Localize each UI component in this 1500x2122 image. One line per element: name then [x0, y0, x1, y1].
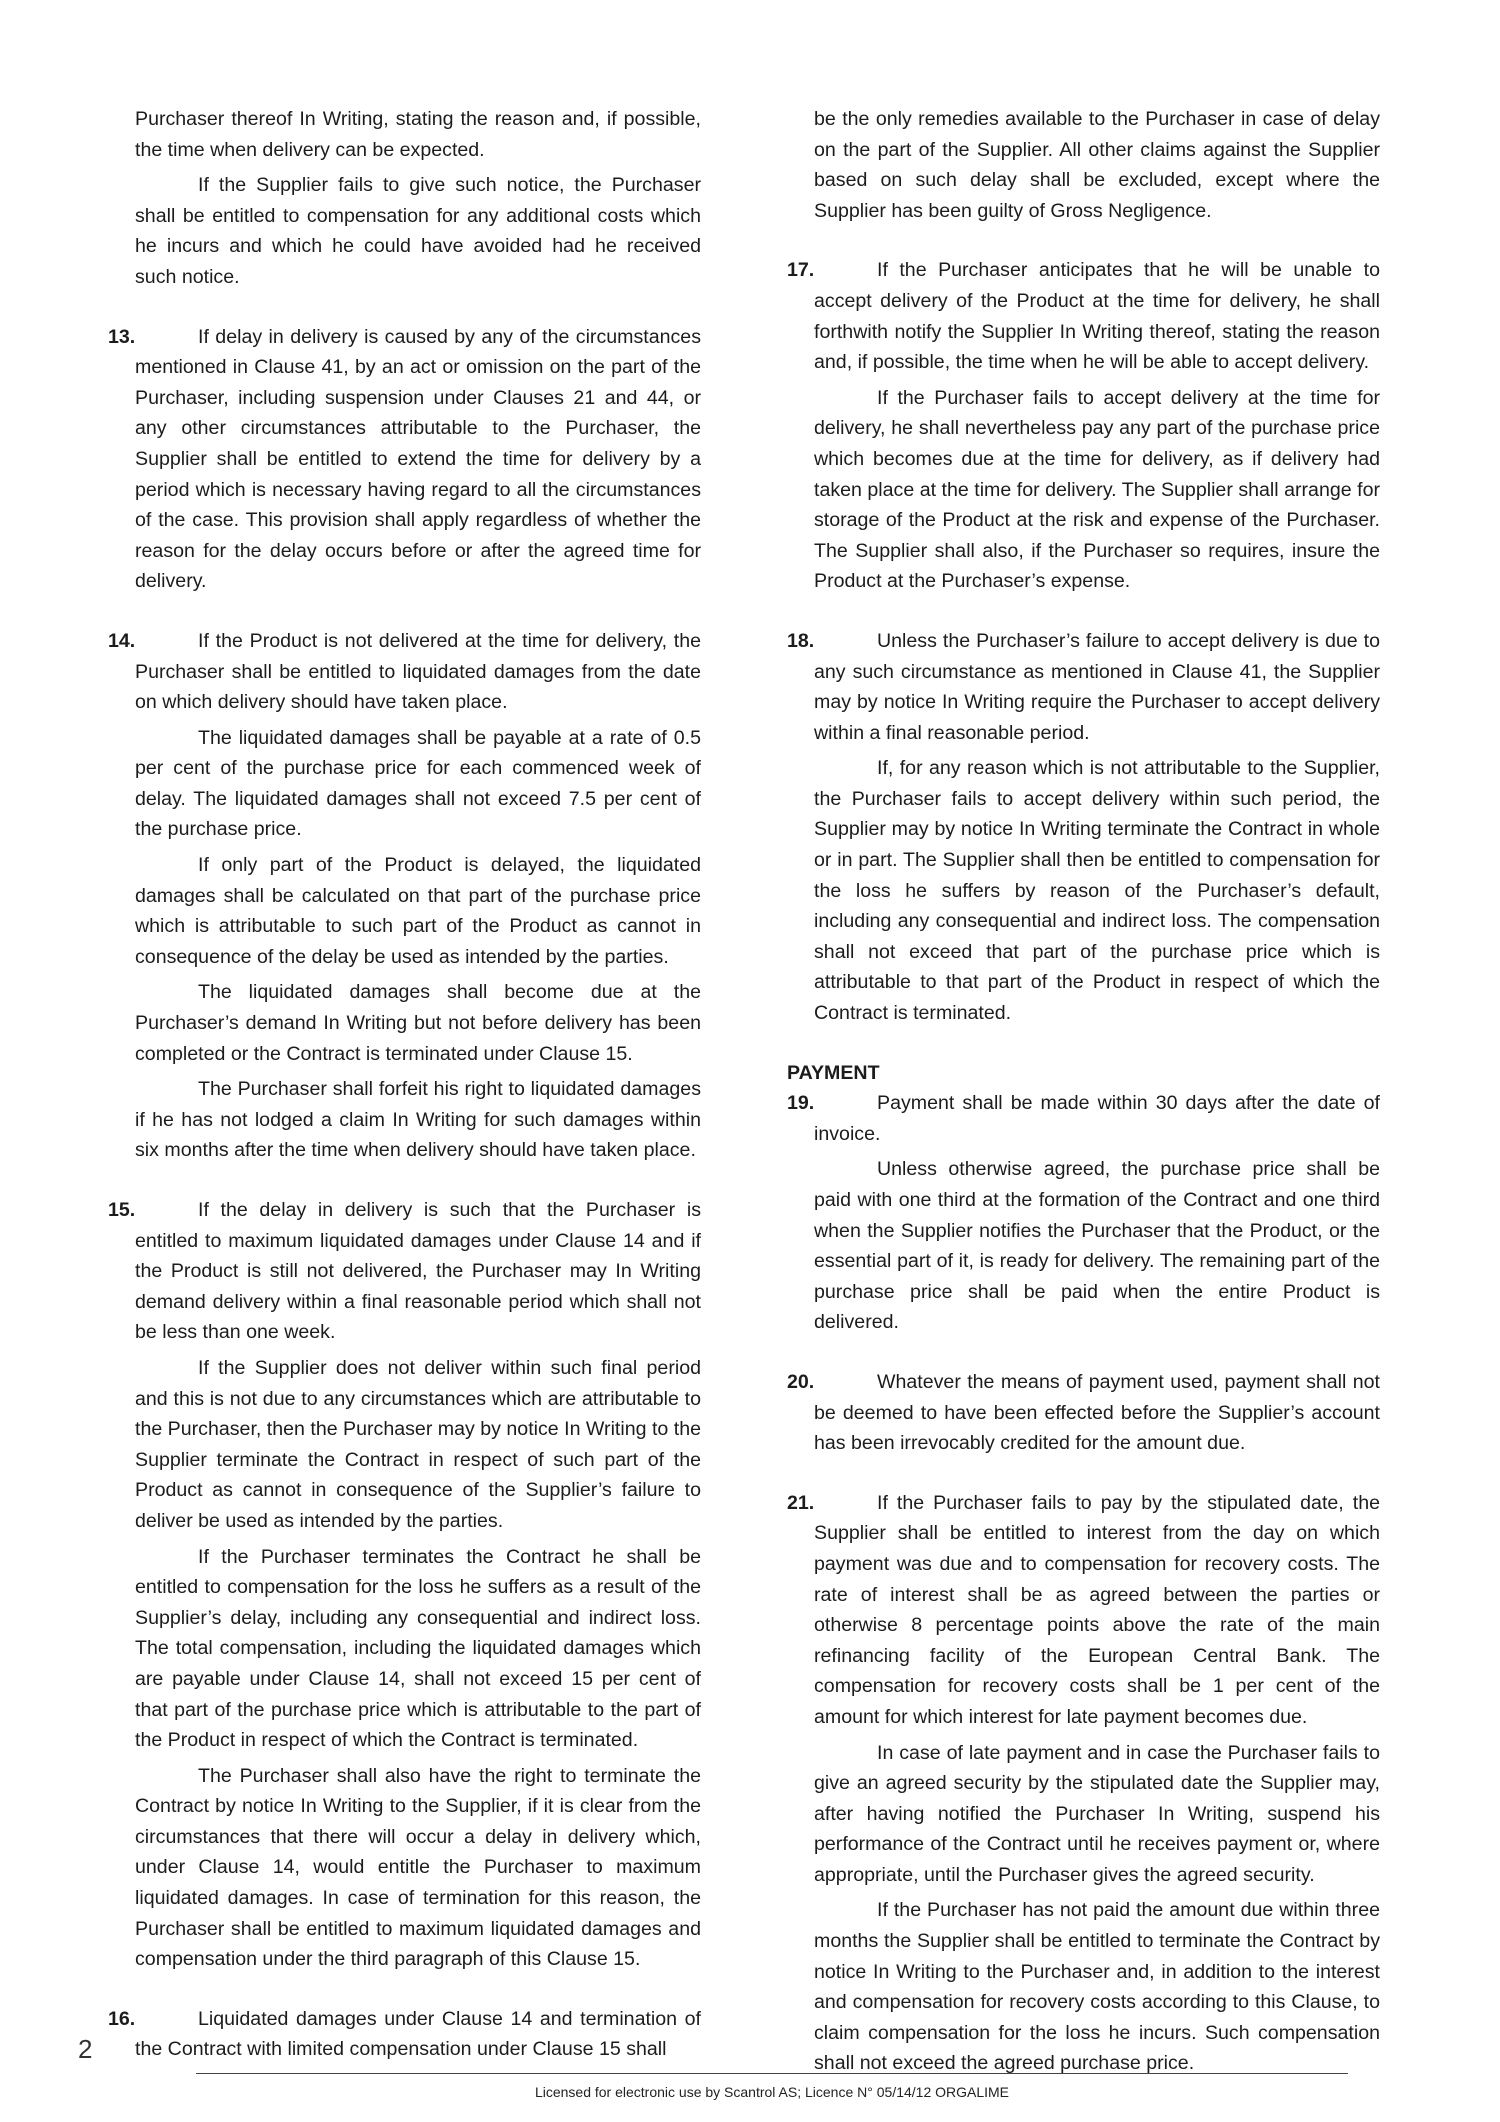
- clause-text: Liquidated damages under Clause 14 and termination of the Contract with limited compensation under Clause 15 shall: [135, 2007, 701, 2061]
- clause-text: If the Purchaser anticipates that he will be unable to accept delivery of the Product at the time for delivery, he shall forthwith notify the Supplier In Writing thereof, stating the reason and, if possible, the time when he will be able to accept delivery.: [814, 259, 1380, 374]
- footer-license-text: Licensed for electronic use by Scantrol AS; Licence N° 05/14/12 ORGALIME: [534, 2084, 1010, 2100]
- right-column: [787, 104, 1380, 2084]
- clause-number: 17.: [787, 259, 815, 282]
- clause-text: If the Purchaser fails to pay by the stipulated date, the Supplier shall be entitled to interest from the day on which payment was due and to compensation for recovery costs. The rate of interest shall be as agreed between the parties or otherwise 8 percentage points above the rate of the main refinancing facility of the European Central Bank. The compensation for recovery costs shall be 1 per cent of the amount for which interest for late payment becomes due.: [814, 1491, 1380, 1728]
- clause-number: 13.: [108, 325, 136, 348]
- paragraph: The Purchaser shall also have the right to terminate the Contract by notice In Writing to the Supplier, if it is clear from the circumstances that there will occur a delay in delivery which, under Clause 14, would entitle the Purchaser to maximum liquidated damages. In case of termination for this reason, the Purchaser shall be entitled to maximum liquidated damages and compensation under the third paragraph of this Clause 15.: [135, 1764, 701, 1971]
- clause-number: 18.: [787, 629, 815, 652]
- paragraph: The liquidated damages shall become due at the Purchaser’s demand In Writing but not before delivery has been completed or the Contract is terminated under Clause 15.: [135, 981, 701, 1065]
- paragraph: If the Purchaser terminates the Contract he shall be entitled to compensation for the loss he suffers as a result of the Supplier’s delay, including any consequential and indirect loss. The total compensation, including the liquidated damages which are payable under Clause 14, shall not exceed 15 per cent of that part of the purchase price which is attributable to the part of the Product in respect of which the Contract is terminated.: [135, 1545, 701, 1752]
- clause-text: Whatever the means of payment used, payment shall not be deemed to have been effected before the Supplier’s account has been irrevocably credited for the amount due.: [814, 1370, 1380, 1455]
- clause-number: 15.: [108, 1199, 136, 1221]
- paragraph: If the Supplier fails to give such notice, the Purchaser shall be entitled to compensation for any additional costs which he incurs and which he could have avoided had he received such notice.: [135, 174, 701, 288]
- clause-text: If delay in delivery is caused by any of the circumstances mentioned in Clause 41, by an act or omission on the part of the Purchaser, including suspension under Clauses 21 and 44, or any other circumstances attributable to the Purchaser, the Supplier shall be entitled to extend the time for delivery by a period which is necessary having regard to all the circumstances of the case. This provision shall apply regardless of whether the reason for the delay occurs before or after the agreed time for delivery.: [135, 325, 701, 593]
- paragraph: If, for any reason which is not attributable to the Supplier, the Purchaser fails to accept delivery within such period, the Supplier may by notice In Writing terminate the Contract in whole or in part. The Supplier shall then be entitled to compensation for the loss he suffers by reason of the Purchaser’s default, including any consequential and indirect loss. The compensation shall not exceed that part of the purchase price which is attributable to that part of the Product in respect of which the Contract is terminated.: [814, 757, 1380, 1025]
- paragraph: If the Purchaser fails to accept delivery at the time for delivery, he shall nevertheless pay any part of the purchase price which becomes due at the time for delivery, as if delivery had taken place at the time for delivery. The Supplier shall arrange for storage of the Product at the risk and expense of the Purchaser. The Supplier shall also, if the Purchaser so requires, insure the Product at the Purchaser’s expense.: [814, 386, 1380, 593]
- clause-number: 14.: [108, 629, 136, 652]
- paragraph: If the Purchaser has not paid the amount due within three months the Supplier shall be entitled to terminate the Contract by notice In Writing to the Purchaser and, in addition to the interest and compensation for recovery costs according to this Clause, to claim compensation for the loss he incurs. Such compensation shall not exceed the agreed purchase price.: [814, 1899, 1380, 2075]
- clause-text: If the Product is not delivered at the time for delivery, the Purchaser shall be entitled to liquidated damages from the date on which delivery should have taken place.: [135, 629, 701, 714]
- page-number: 2: [78, 2034, 93, 2064]
- clause-number: 21.: [787, 1491, 815, 1514]
- clause-20: [787, 1367, 1380, 1459]
- paragraph: If the Supplier does not deliver within such final period and this is not due to any circumstances which are attributable to the Purchaser, then the Purchaser may by notice In Writing to the Supplier terminate the Contract in respect of such part of the Product as cannot in consequence of the Supplier’s failure to deliver be used as intended by the parties.: [135, 1356, 701, 1532]
- clause-13: [108, 322, 701, 597]
- clause-text: If the delay in delivery is such that the Purchaser is entitled to maximum liquidated damages under Clause 14 and if the Product is still not delivered, the Purchaser may In Writing demand delivery within a final reasonable period which shall not be less than one week.: [135, 1199, 701, 1344]
- clause-21: [787, 1488, 1380, 1733]
- clause-number: 19.: [787, 1092, 815, 1115]
- clause-14: [108, 626, 701, 718]
- paragraph: be the only remedies available to the Purchaser in case of delay on the part of the Supplier. All other claims against the Supplier based on such delay shall be excluded, except where the Supplier has been guilty of Gross Negligence.: [814, 108, 1380, 222]
- clause-number: 16.: [108, 2007, 136, 2030]
- section-heading-payment: PAYMENT: [787, 1061, 880, 1084]
- clause-15: [108, 1195, 701, 1348]
- paragraph: Purchaser thereof In Writing, stating the reason and, if possible, the time when delivery can be expected.: [135, 108, 701, 161]
- clause-16: [108, 2004, 701, 2065]
- left-column: [108, 104, 701, 2070]
- clause-18: [787, 626, 1380, 748]
- paragraph: If only part of the Product is delayed, the liquidated damages shall be calculated on that part of the purchase price which is attributable to such part of the Product as cannot in consequence of the delay be used as intended by the parties.: [135, 854, 701, 968]
- paragraph: The Purchaser shall forfeit his right to liquidated damages if he has not lodged a claim In Writing for such damages within six months after the time when delivery should have taken place.: [135, 1078, 701, 1162]
- clause-17: [787, 255, 1380, 377]
- clause-19: [787, 1088, 1380, 1149]
- paragraph: Unless otherwise agreed, the purchase price shall be paid with one third at the formation of the Contract and one third when the Supplier notifies the Purchaser that the Product, or the essential part of it, is ready for delivery. The remaining part of the purchase price shall be paid when the entire Product is delivered.: [814, 1158, 1380, 1334]
- paragraph: In case of late payment and in case the Purchaser fails to give an agreed security by the stipulated date the Supplier may, after having notified the Purchaser In Writing, suspend his performance of the Contract until he receives payment or, where appropriate, until the Purchaser gives the agreed security.: [814, 1741, 1380, 1886]
- footer-divider: [196, 2073, 1348, 2074]
- clause-text: Unless the Purchaser’s failure to accept delivery is due to any such circumstance as mentioned in Clause 41, the Supplier may by notice In Writing require the Purchaser to accept delivery within a final reasonable period.: [814, 629, 1380, 744]
- paragraph: The liquidated damages shall be payable at a rate of 0.5 per cent of the purchase price for each commenced week of delay. The liquidated damages shall not exceed 7.5 per cent of the purchase price.: [135, 726, 701, 841]
- clause-text: Payment shall be made within 30 days after the date of invoice.: [814, 1092, 1380, 1145]
- clause-number: 20.: [787, 1370, 815, 1393]
